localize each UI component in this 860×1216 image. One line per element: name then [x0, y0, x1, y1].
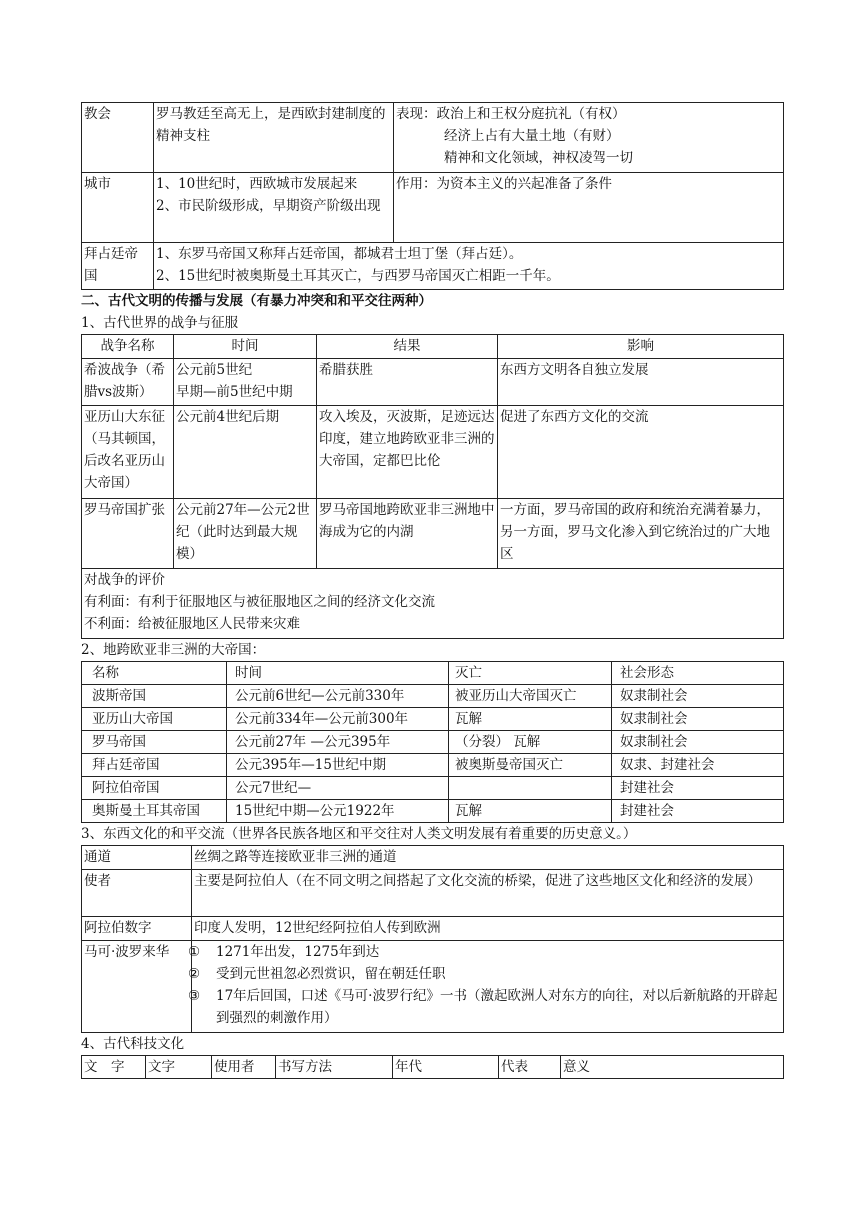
cell: （分裂） 瓦解 [449, 731, 612, 754]
column-header: 名称 [82, 662, 227, 685]
cell: 奴隶制社会 [612, 731, 784, 754]
cell: 封建社会 [612, 800, 784, 823]
cell-line: 不利面：给被征服地区人民带来灾难 [84, 616, 300, 632]
cell: 促进了东西方文化的交流 [498, 406, 784, 499]
table-row [82, 941, 784, 1033]
column-header: 结果 [317, 335, 498, 359]
list-item: ① 1271年出发，1275年到达 [194, 941, 781, 963]
cell: 印度人发明，12世纪经阿拉伯人传到欧洲 [192, 917, 784, 941]
cell: 公元前27年 —公元395年 [227, 731, 449, 754]
cell: 攻入埃及，灭波斯，足迹远达印度，建立地跨欧亚非三洲的大帝国，定都巴比伦 [317, 406, 498, 499]
cell: 城市 [82, 173, 154, 243]
column-header: 意义 [561, 1056, 784, 1079]
list-marker: ① [187, 944, 201, 960]
table-row [82, 917, 784, 941]
cell: 罗马帝国 [82, 731, 227, 754]
cell: 瓦解 [449, 800, 612, 823]
cell: 公元前27年—公元2世纪（此时达到最大规模） [174, 499, 317, 569]
list-marker: ② [187, 966, 201, 982]
cell: 罗马教廷至高无上，是西欧封建制度的精神支柱 [154, 103, 394, 173]
column-header: 文 字 [82, 1056, 146, 1079]
column-header: 时间 [174, 335, 317, 359]
table-row [82, 800, 784, 823]
table-row [82, 569, 784, 639]
table-row [82, 846, 784, 870]
cell: 封建社会 [612, 777, 784, 800]
table-row [82, 754, 784, 777]
cell: 作用：为资本主义的兴起准备了条件 [394, 173, 784, 243]
table-row [82, 662, 784, 685]
cell [449, 777, 612, 800]
column-header: 灭亡 [449, 662, 612, 685]
column-header: 文字 [146, 1056, 212, 1079]
exchange-table [81, 845, 784, 1033]
cell: 瓦解 [449, 708, 612, 731]
column-header: 年代 [393, 1056, 499, 1079]
section-heading: 二、古代文明的传播与发展（有暴力冲突和和平交往两种） [81, 293, 432, 309]
cell-line: 2、15世纪时被奥斯曼土耳其灭亡，与西罗马帝国灭亡相距一千年。 [156, 268, 560, 284]
wars-table [81, 334, 784, 639]
cell: 波斯帝国 [82, 685, 227, 708]
cell-line: 表现：政治上和王权分庭抗礼（有权） [396, 106, 626, 122]
cell: 马可·波罗来华 [82, 941, 192, 1033]
table-row [82, 708, 784, 731]
empires-table [81, 661, 784, 823]
table-row [82, 243, 784, 290]
cell: 阿拉伯数字 [82, 917, 192, 941]
cell: 拜占廷帝国 [82, 243, 154, 290]
table-row [82, 870, 784, 917]
cell-line: 有利面：有利于征服地区与被征服地区之间的经济文化交流 [84, 594, 435, 610]
cell: 丝绸之路等连接欧亚非三洲的通道 [192, 846, 784, 870]
list-item: ② 受到元世祖忽必烈赏识，留在朝廷任职 [194, 963, 781, 985]
subsection-title: 3、东西文化的和平交流（世界各民族各地区和平交往对人类文明发展有着重要的历史意义。） [81, 826, 637, 842]
table-row [82, 406, 784, 499]
cell [154, 173, 394, 243]
document-page [81, 102, 784, 1079]
cell-line: 对战争的评价 [84, 572, 165, 588]
cell: 使者 [82, 870, 192, 917]
cell: 罗马帝国地跨欧亚非三洲地中海成为它的内湖 [317, 499, 498, 569]
list-marker: ③ [187, 988, 201, 1004]
column-header: 使用者 [212, 1056, 276, 1079]
cell: 公元前4世纪后期 [174, 406, 317, 499]
cell-line: 早期—前5世纪中期 [176, 384, 293, 400]
cell: 罗马帝国扩张 [82, 499, 174, 569]
writing-table [81, 1055, 784, 1079]
cell [187, 941, 784, 1033]
cell-line: 精神和文化领域，神权凌驾一切 [444, 150, 633, 166]
table-row [82, 499, 784, 569]
column-header: 时间 [227, 662, 449, 685]
table-row [82, 685, 784, 708]
cell-line: 公元前5世纪 [176, 362, 253, 378]
cell: 奴隶制社会 [612, 708, 784, 731]
cell: 东西方文明各自独立发展 [498, 359, 784, 406]
cell: 15世纪中期—公元1922年 [227, 800, 449, 823]
cell: 公元7世纪— [227, 777, 449, 800]
cell: 被奥斯曼帝国灭亡 [449, 754, 612, 777]
cell: 奴隶、封建社会 [612, 754, 784, 777]
subsection-title: 4、古代科技文化 [81, 1036, 185, 1052]
column-header: 书写方法 [276, 1056, 393, 1079]
cell: 通道 [82, 846, 192, 870]
cell [174, 359, 317, 406]
subsection-title: 2、地跨欧亚非三洲的大帝国： [81, 642, 266, 658]
cell-line: 2、市民阶级形成，早期资产阶级出现 [156, 198, 381, 214]
table-row [82, 777, 784, 800]
cell [82, 569, 784, 639]
cell: 公元395年—15世纪中期 [227, 754, 449, 777]
table-row [82, 103, 784, 173]
subsection-title: 1、古代世界的战争与征服 [81, 315, 239, 331]
column-header: 影响 [498, 335, 784, 359]
cell [154, 243, 784, 290]
list-item: ③ 17年后回国，口述《马可·波罗行纪》一书（激起欧洲人对东方的向往，对以后新航路的开辟起到强烈的刺激作用） [194, 985, 781, 1029]
cell-line: 经济上占有大量土地（有财） [444, 128, 620, 144]
table-row [82, 1056, 784, 1079]
cell-line: 1、10世纪时，西欧城市发展起来 [156, 176, 358, 192]
cell: 亚历山大东征（马其顿国，后改名亚历山大帝国） [82, 406, 174, 499]
cell: 被亚历山大帝国灭亡 [449, 685, 612, 708]
cell: 教会 [82, 103, 154, 173]
cell: 奴隶制社会 [612, 685, 784, 708]
column-header: 社会形态 [612, 662, 784, 685]
cell: 公元前334年—公元前300年 [227, 708, 449, 731]
cell: 主要是阿拉伯人（在不同文明之间搭起了文化交流的桥梁，促进了这些地区文化和经济的发展） [192, 870, 784, 917]
cell: 希腊获胜 [317, 359, 498, 406]
column-header: 战争名称 [82, 335, 174, 359]
cell: 拜占廷帝国 [82, 754, 227, 777]
table-row [82, 173, 784, 243]
cell: 阿拉伯帝国 [82, 777, 227, 800]
cell [394, 103, 784, 173]
cell-line: 1、东罗马帝国又称拜占廷帝国，都城君士坦丁堡（拜占廷）。 [156, 246, 523, 262]
cell: 亚历山大帝国 [82, 708, 227, 731]
table-row [82, 335, 784, 359]
table-row [82, 359, 784, 406]
column-header: 代表 [499, 1056, 561, 1079]
institutions-table [81, 102, 784, 290]
cell: 希波战争（希腊vs波斯） [82, 359, 174, 406]
table-row [82, 731, 784, 754]
cell: 公元前6世纪—公元前330年 [227, 685, 449, 708]
cell: 一方面，罗马帝国的政府和统治充满着暴力，另一方面，罗马文化渗入到它统治过的广大地区 [498, 499, 784, 569]
cell: 奥斯曼土耳其帝国 [82, 800, 227, 823]
